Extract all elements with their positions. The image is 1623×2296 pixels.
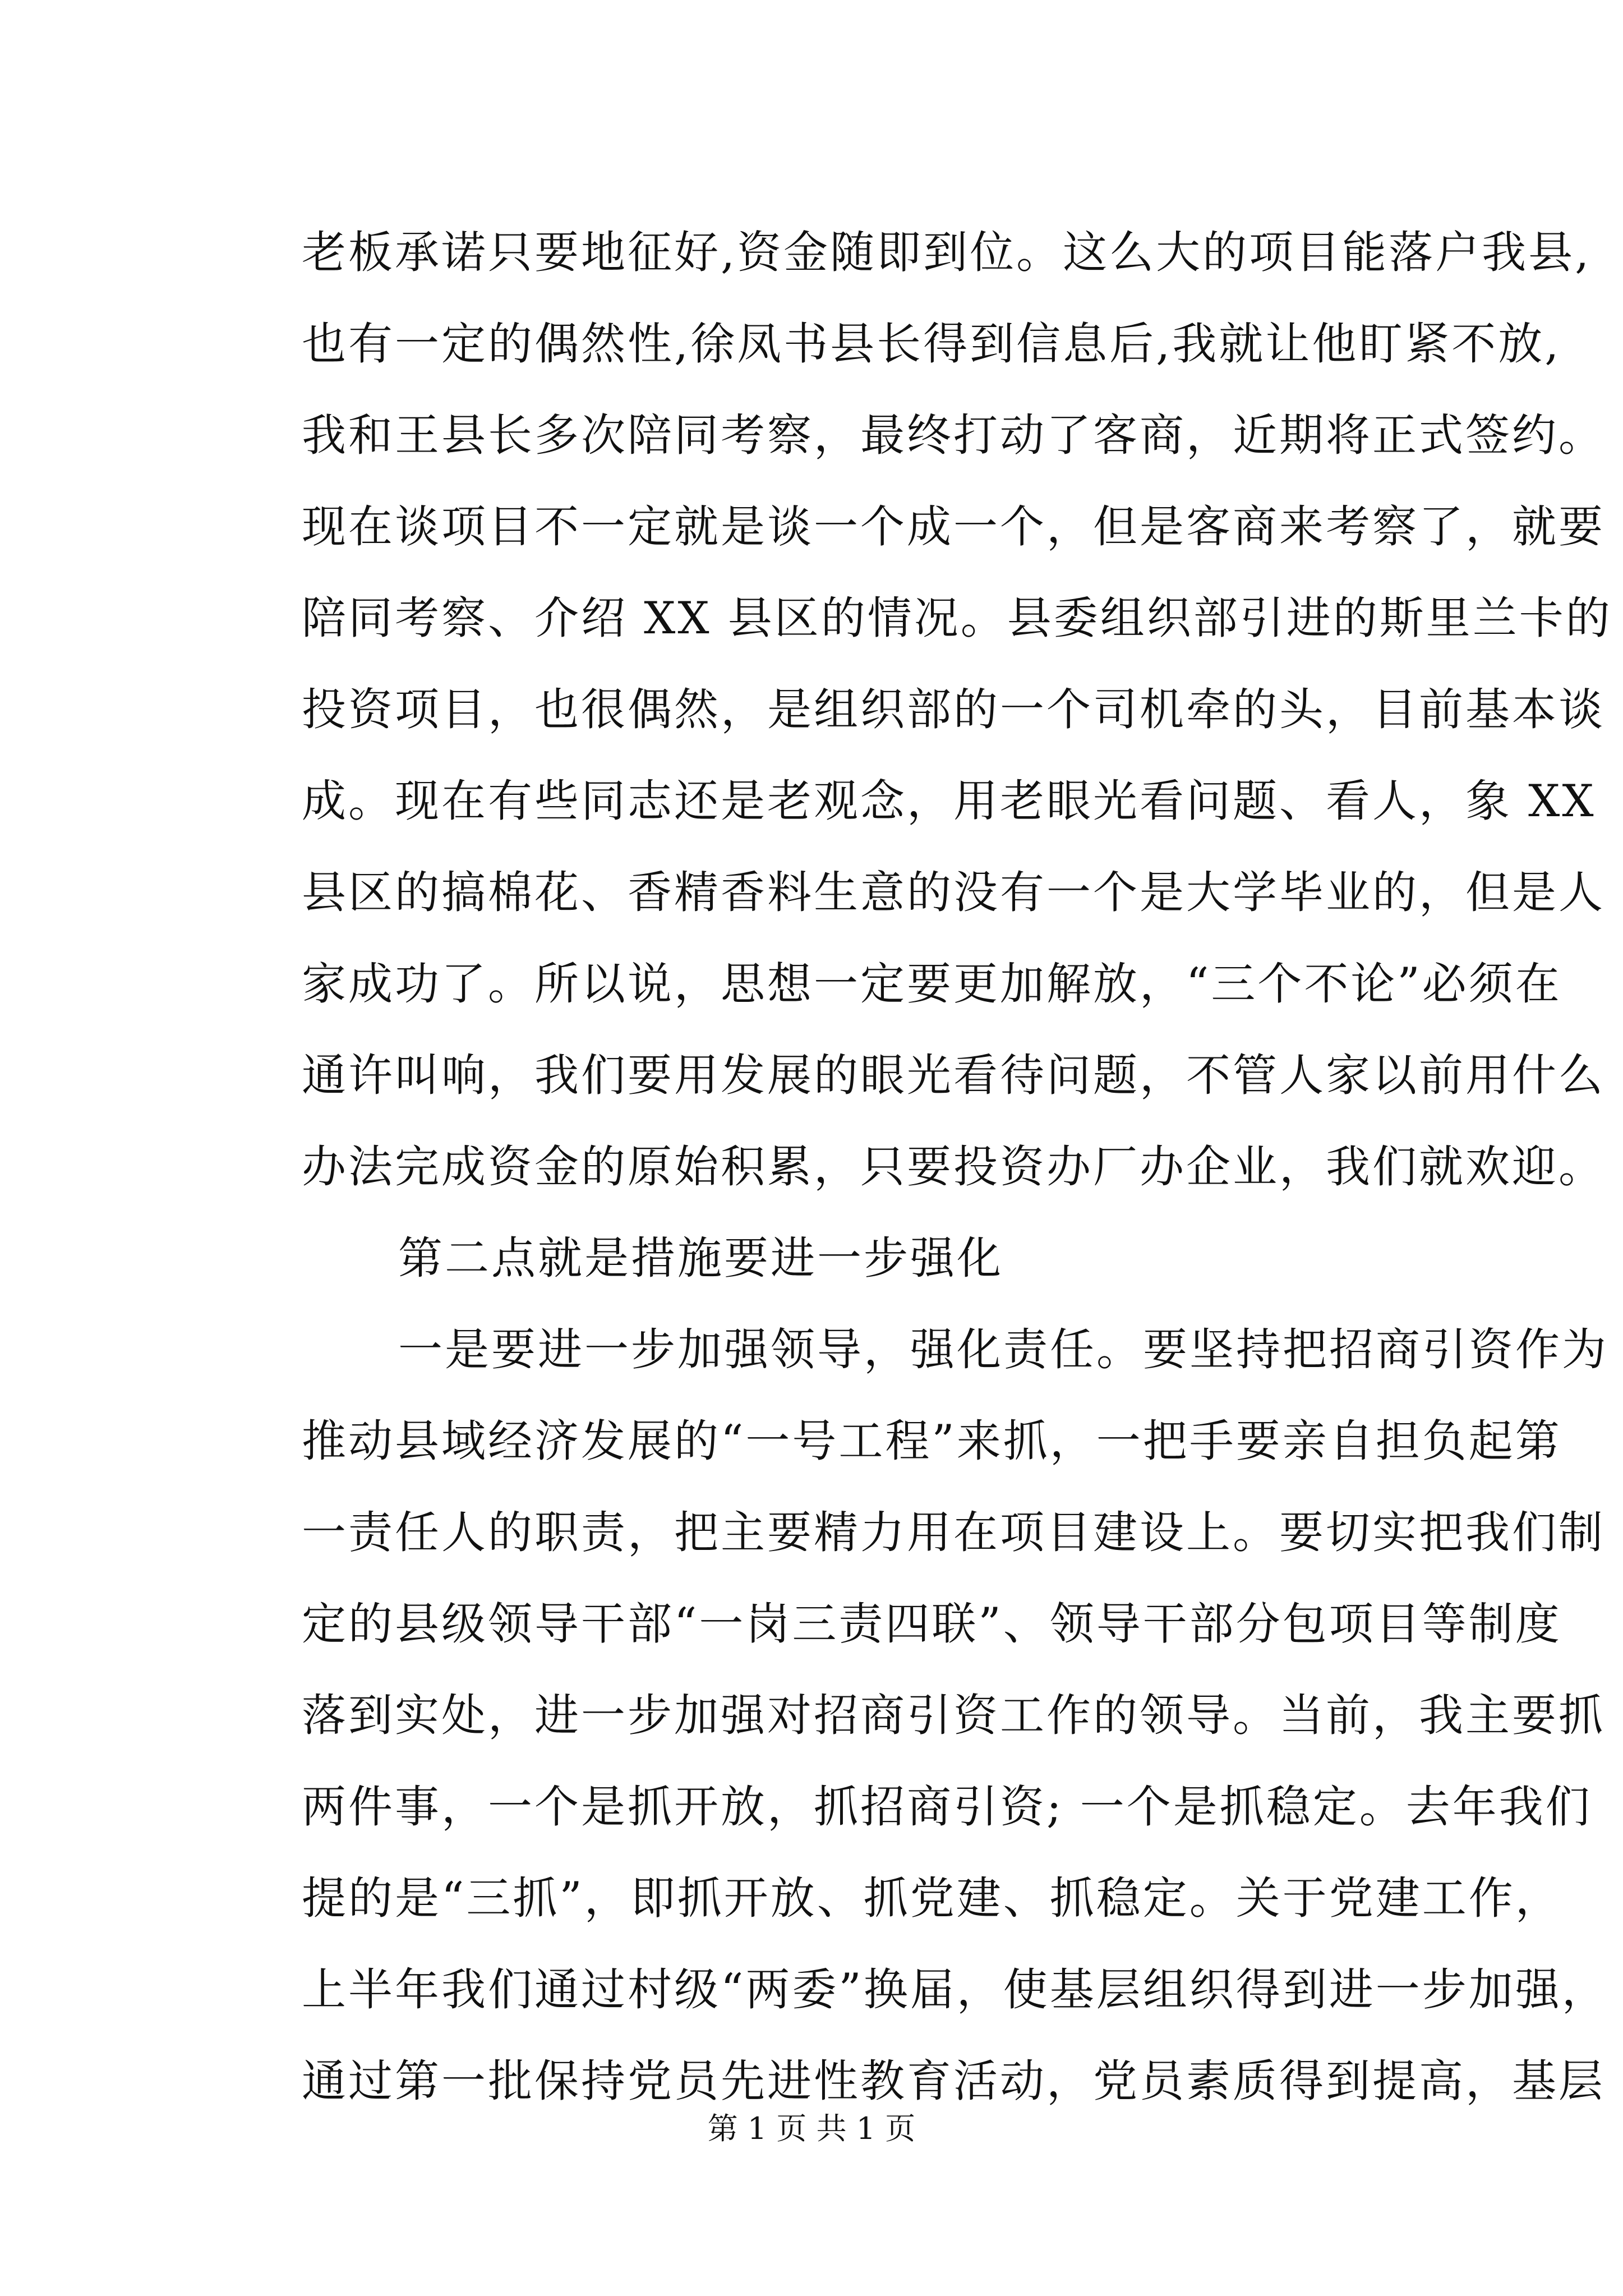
body-line-16: 定的县级领导干部“一岗三责四联”、领导干部分包项目等制度 <box>302 1598 1562 1650</box>
body-line-9: 家成功了。所以说，思想一定要更加解放，“三个不论”必须在 <box>302 958 1562 1010</box>
body-line-4: 现在谈项目不一定就是谈一个成一个，但是客商来考察了，就要 <box>302 501 1605 553</box>
body-line-2: 也有一定的偶然性,徐凤书县长得到信息后,我就让他盯紧不放, <box>302 318 1561 370</box>
body-line-8: 县区的搞棉花、香精香料生意的没有一个是大学毕业的，但是人 <box>302 867 1605 918</box>
body-line-18: 两件事，一个是抓开放，抓招商引资; 一个是抓稳定。去年我们 <box>302 1781 1592 1833</box>
body-line-11: 办法完成资金的原始积累，只要投资办厂办企业，我们就欢迎。 <box>302 1141 1605 1193</box>
body-line-1: 老板承诺只要地征好,资金随即到位。这么大的项目能落户我县, <box>302 227 1592 278</box>
body-line-21: 通过第一批保持党员先进性教育活动，党员素质得到提高，基层 <box>302 2055 1605 2107</box>
section-heading: 第二点就是措施要进一步强化 <box>398 1232 1003 1284</box>
body-line-13: 一是要进一步加强领导，强化责任。要坚持把招商引资作为 <box>398 1324 1608 1375</box>
body-line-19: 提的是“三抓”，即抓开放、抓党建、抓稳定。关于党建工作， <box>302 1872 1562 1924</box>
body-line-10: 通许叫响，我们要用发展的眼光看待问题，不管人家以前用什么 <box>302 1050 1605 1101</box>
body-line-14: 推动县域经济发展的“一号工程”来抓，一把手要亲自担负起第 <box>302 1415 1562 1467</box>
body-line-6: 投资项目，也很偶然，是组织部的一个司机牵的头，目前基本谈 <box>302 684 1605 735</box>
body-line-15: 一责任人的职责，把主要精力用在项目建设上。要切实把我们制 <box>302 1507 1605 1558</box>
body-line-3: 我和王县长多次陪同考察，最终打动了客商，近期将正式签约。 <box>302 409 1605 461</box>
body-line-20: 上半年我们通过村级“两委”换届，使基层组织得到进一步加强， <box>302 1964 1608 2016</box>
body-line-7: 成。现在有些同志还是老观念，用老眼光看问题、看人，象 XX <box>302 775 1596 827</box>
page-footer: 第 1 页 共 1 页 <box>707 2111 916 2146</box>
body-line-5: 陪同考察、介绍 XX 县区的情况。县委组织部引进的斯里兰卡的 <box>302 592 1612 644</box>
body-line-17: 落到实处，进一步加强对招商引资工作的领导。当前，我主要抓 <box>302 1690 1605 1741</box>
